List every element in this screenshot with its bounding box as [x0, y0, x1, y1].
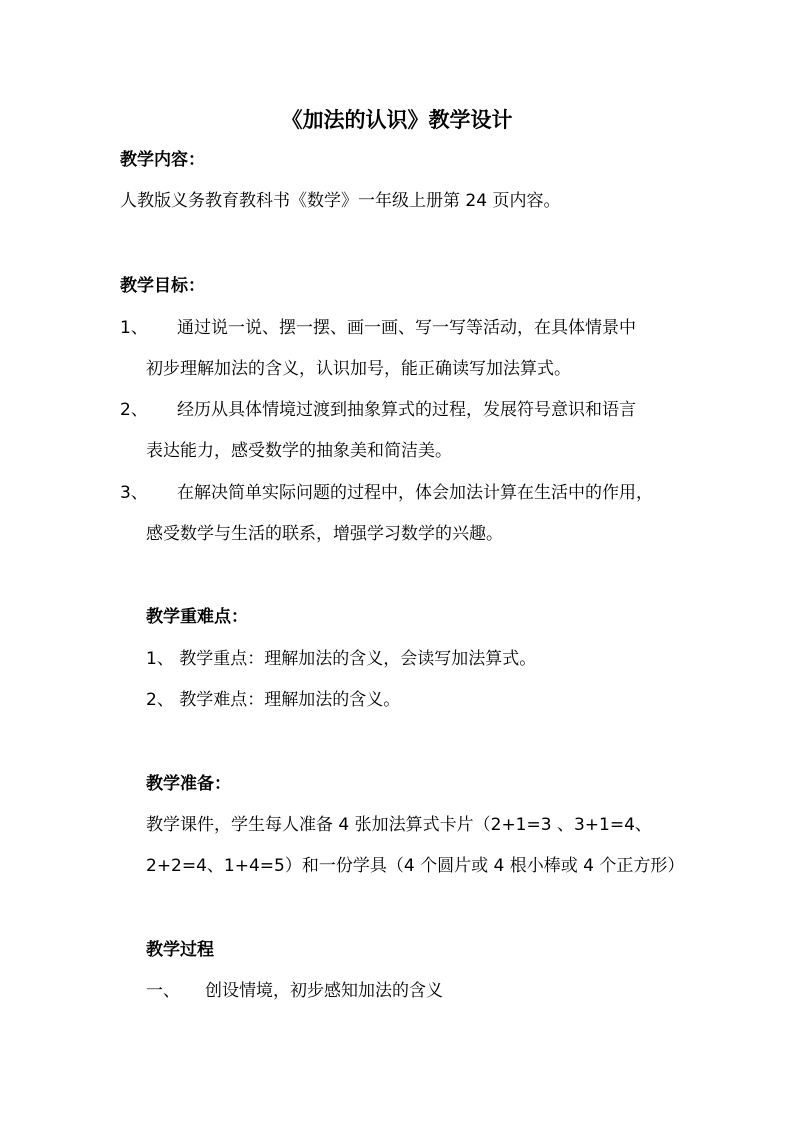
prep-heading: 教学准备： [146, 774, 231, 794]
goal-number: 2、 [120, 400, 148, 420]
goal-number: 3、 [120, 483, 148, 503]
key-points-heading: 教学重难点： [146, 607, 248, 627]
document-title: 《加法的认识》教学设计 [281, 108, 513, 132]
prep-text-line1: 教学课件，学生每人准备 4 张加法算式卡片（2+1=3 、3+1=4、 [146, 815, 652, 835]
key-point-item: 2、 教学难点：理解加法的含义。 [146, 690, 401, 710]
goal-text-line1: 在解决简单实际问题的过程中，体会加法计算在生活中的作用， [177, 483, 653, 503]
goal-text-line1: 通过说一说、摆一摆、画一画、写一写等活动，在具体情景中 [177, 318, 636, 338]
goal-text-line2: 感受数学与生活的联系，增强学习数学的兴趣。 [146, 524, 503, 544]
goal-text-line2: 初步理解加法的含义，认识加号，能正确读写加法算式。 [146, 359, 571, 379]
goal-text-line2: 表达能力，感受数学的抽象美和简洁美。 [146, 441, 452, 461]
goal-text-line1: 经历从具体情境过渡到抽象算式的过程，发展符号意识和语言 [177, 400, 636, 420]
process-step-number: 一、 [146, 981, 180, 1001]
content-text: 人教版义务教育教科书《数学》一年级上册第 24 页内容。 [120, 191, 561, 211]
goal-number: 1、 [120, 318, 148, 338]
process-heading: 教学过程 [146, 940, 214, 960]
key-point-item: 1、 教学重点：理解加法的含义，会读写加法算式。 [146, 649, 537, 669]
goals-heading: 教学目标： [120, 276, 205, 296]
prep-text-line2: 2+2=4、1+4=5）和一份学具（4 个圆片或 4 根小棒或 4 个正方形） [146, 856, 685, 876]
content-heading: 教学内容： [120, 150, 205, 170]
process-step-text: 创设情境，初步感知加法的含义 [205, 981, 443, 1001]
